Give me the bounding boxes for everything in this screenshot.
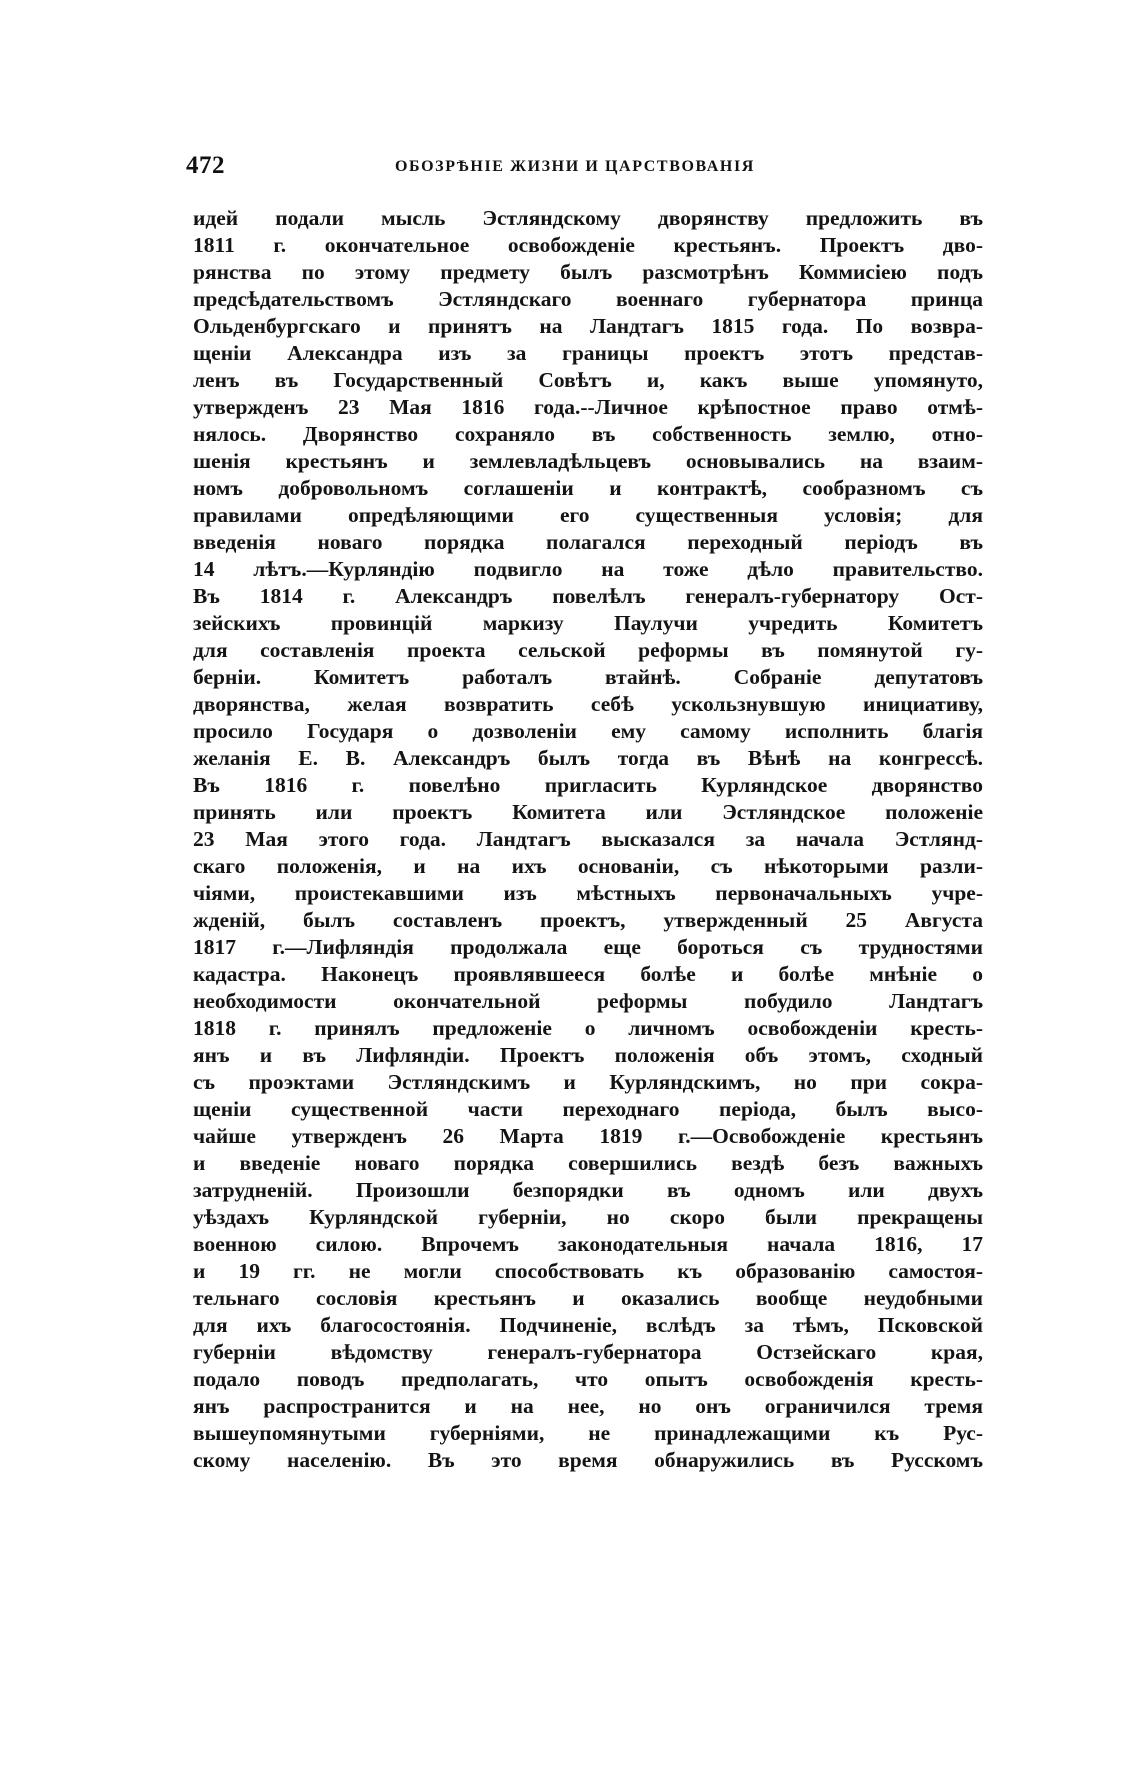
text-line: предсѣдательствомъ Эстляндскаго военнаго губернатора принца: [193, 287, 983, 311]
running-title: ОБОЗРѢНІЕ ЖИЗНИ И ЦАРСТВОВАНІЯ: [395, 158, 755, 175]
text-line: 1817 г.—Лифляндія продолжала еще бороться съ трудностями: [193, 935, 983, 959]
text-line: Въ 1816 г. повелѣно пригласить Курляндское дворянство: [193, 773, 983, 797]
text-line: военною силою. Впрочемъ законодательныя начала 1816, 17: [193, 1232, 983, 1256]
text-line: рянства по этому предмету былъ разсмотрѣнъ Коммисіею подъ: [193, 260, 983, 284]
text-line: принять или проектъ Комитета или Эстляндское положеніе: [193, 800, 983, 824]
text-line: чіями, проистекавшими изъ мѣстныхъ первоначальныхъ учре-: [193, 881, 983, 905]
text-line: необходимости окончательной реформы побудило Ландтагъ: [193, 989, 983, 1013]
text-line: нялось. Дворянство сохраняло въ собственность землю, отно-: [193, 422, 983, 446]
text-line: идей подали мысль Эстляндскому дворянству предложить въ: [193, 206, 983, 230]
text-line: губерніи вѣдомству генералъ-губернатора Остзейскаго края,: [193, 1340, 983, 1364]
text-line: для составленія проекта сельской реформы въ помянутой гу-: [193, 638, 983, 662]
text-line: скому населенію. Въ это время обнаружились въ Русскомъ: [193, 1448, 983, 1472]
text-line: щеніи Александра изъ за границы проектъ этотъ представ-: [193, 341, 983, 365]
text-line: янъ и въ Лифляндіи. Проектъ положенія объ этомъ, сходный: [193, 1043, 983, 1067]
text-line: берніи. Комитетъ работалъ втайнѣ. Собраніе депутатовъ: [193, 665, 983, 689]
page-number: 472: [186, 152, 225, 179]
page-header: [186, 152, 986, 182]
text-line: введенія новаго порядка полагался переходный періодъ въ: [193, 530, 983, 554]
text-line: номъ добровольномъ соглашеніи и контрактѣ, сообразномъ съ: [193, 476, 983, 500]
text-line: [193, 1474, 983, 1501]
text-line: и введеніе новаго порядка совершились вездѣ безъ важныхъ: [193, 1151, 983, 1175]
text-line: съ проэктами Эстляндскимъ и Курляндскимъ, но при сокра-: [193, 1070, 983, 1094]
text-line: шенія крестьянъ и землевладѣльцевъ основывались на взаим-: [193, 449, 983, 473]
text-line: янъ распространится и на нее, но онъ ограничился тремя: [193, 1394, 983, 1418]
text-line: 1818 г. принялъ предложеніе о личномъ освобожденіи кресть-: [193, 1016, 983, 1040]
text-line: щеніи существенной части переходнаго періода, былъ высо-: [193, 1097, 983, 1121]
text-line: 14 лѣтъ.—Курляндію подвигло на тоже дѣло правительство.: [193, 557, 983, 581]
text-line: утвержденъ 23 Мая 1816 года.--Личное крѣпостное право отмѣ-: [193, 395, 983, 419]
text-line: зейскихъ провинцій маркизу Паулучи учредить Комитетъ: [193, 611, 983, 635]
body-text: [193, 205, 983, 1501]
text-line: просило Государя о дозволеніи ему самому исполнить благія: [193, 719, 983, 743]
text-line: 1811 г. окончательное освобожденіе крестьянъ. Проектъ дво-: [193, 233, 983, 257]
text-line: жденій, былъ составленъ проектъ, утвержденный 25 Августа: [193, 908, 983, 932]
text-line: правилами опредѣляющими его существенныя условія; для: [193, 503, 983, 527]
text-line: кадастра. Наконецъ проявлявшееся болѣе и болѣе мнѣніе о: [193, 962, 983, 986]
text-line: желанія Е. В. Александръ былъ тогда въ Вѣнѣ на конгрессѣ.: [193, 746, 983, 770]
text-line: Ольденбургскаго и принятъ на Ландтагъ 1815 года. По возвра-: [193, 314, 983, 338]
text-line: вышеупомянутыми губерніями, не принадлежащими къ Рус-: [193, 1421, 983, 1445]
text-line: дворянства, желая возвратить себѣ ускользнувшую инициативу,: [193, 692, 983, 716]
text-line: тельнаго сословія крестьянъ и оказались вообще неудобными: [193, 1286, 983, 1310]
text-line: 23 Мая этого года. Ландтагъ высказался за начала Эстлянд-: [193, 827, 983, 851]
text-line: и 19 гг. не могли способствовать къ образованію самостоя-: [193, 1259, 983, 1283]
text-line: чайше утвержденъ 26 Марта 1819 г.—Освобожденіе крестьянъ: [193, 1124, 983, 1148]
text-line: затрудненій. Произошли безпорядки въ одномъ или двухъ: [193, 1178, 983, 1202]
text-line: уѣздахъ Курляндской губерніи, но скоро были прекращены: [193, 1205, 983, 1229]
text-line: ленъ въ Государственный Совѣтъ и, какъ выше упомянуто,: [193, 368, 983, 392]
text-line: Въ 1814 г. Александръ повелѣлъ генералъ-губернатору Ост-: [193, 584, 983, 608]
text-line: для ихъ благосостоянія. Подчиненіе, вслѣдъ за тѣмъ, Псковской: [193, 1313, 983, 1337]
text-line: подало поводъ предполагать, что опытъ освобожденія кресть-: [193, 1367, 983, 1391]
text-line: скаго положенія, и на ихъ основаніи, съ нѣкоторыми разли-: [193, 854, 983, 878]
